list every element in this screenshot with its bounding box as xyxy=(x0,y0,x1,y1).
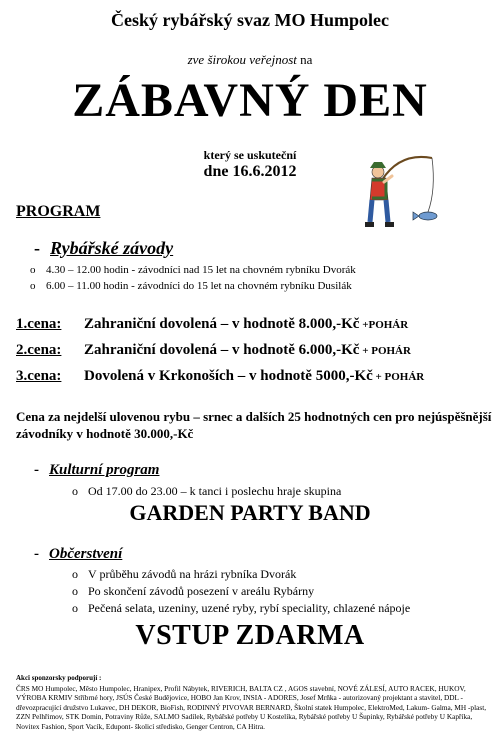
list-item xyxy=(30,264,356,276)
list-item xyxy=(72,567,296,582)
fishing-dash: - xyxy=(34,238,40,258)
list-item-text: Po skončení závodů posezení v areálu Rybárny xyxy=(88,584,315,598)
organizer-heading: Český rybářský svaz MO Humpolec xyxy=(111,10,389,30)
list-item xyxy=(72,484,341,499)
invite-rest: na xyxy=(296,52,313,67)
sponsors-heading: Akci sponzorsky podporují : xyxy=(16,674,102,682)
bullet-icon: o xyxy=(30,264,36,276)
prize-text: Zahraniční dovolená – v hodnotě 8.000,-Kč xyxy=(84,316,360,332)
prize-1 xyxy=(16,316,408,333)
event-when-label: který se uskuteční xyxy=(203,148,297,162)
free-entry-banner: VSTUP ZDARMA xyxy=(135,620,365,651)
culture-title: Kulturní program xyxy=(49,462,160,478)
list-item-text: Od 17.00 do 23.00 – k tanci i poslechu hraje skupina xyxy=(88,484,342,498)
bullet-icon: o xyxy=(30,280,36,292)
prize-2 xyxy=(16,342,411,359)
list-item-text: 4.30 – 12.00 hodin - závodníci nad 15 let na chovném rybníku Dvorák xyxy=(46,264,356,276)
prize-number: 1.cena: xyxy=(16,316,62,332)
food-title: Občerstvení xyxy=(49,546,123,562)
list-item-text: Pečená selata, uzeniny, uzené ryby, rybí speciality, chlazené nápoje xyxy=(88,601,411,615)
list-item-text: 6.00 – 11.00 hodin - závodníci do 15 let na chovném rybníku Dusilák xyxy=(46,280,352,292)
list-item xyxy=(30,280,352,292)
culture-section-heading xyxy=(34,462,159,479)
event-date: dne 16.6.2012 xyxy=(203,163,297,180)
food-dash: - xyxy=(34,546,39,562)
program-heading: PROGRAM xyxy=(16,203,101,220)
list-item-text: V průběhu závodů na hrázi rybníka Dvorák xyxy=(88,567,297,581)
prize-extra: + POHÁR xyxy=(359,345,411,357)
event-title: ZÁBAVNÝ DEN xyxy=(72,74,428,127)
bullet-icon: o xyxy=(72,584,78,598)
sponsors-list: ČRS MO Humpolec, Město Humpolec, Hranipex, Profil Nábytek, RIVERICH, BALTA CZ , AGOS stavební, NOVÉ ZÁLESÍ, AUTO RACEK, HUKOV, VÝROBA KRMIV Stříbrné hory, JSÚS České Budějovice, HOBO Jan Krov, INSIA - ADORES, Josef Mrňka - autorizovaný projektant a stavitel, DDL - dřevozpracující družstvo Lukavec, DH DEKOR, BioFish, RODINNÝ PIVOVAR BERNARD, Školní statek Humpolec, ElektroMed, Lakum- Galma, MH -plast, ZZN Pelhřimov, STK Domin, Potraviny Růže, SALMO Sadílek, Rybářské potřeby U Kostelíka, Rybářské potřeby U Šupinky, Rybářské potřeby U Kapříka, Novitex Fashion, Sport Vacík, Edupont- školicí středisko, Genger Centron, CA Hitra. xyxy=(16,684,487,731)
prize-extra: +POHÁR xyxy=(359,319,409,331)
food-section-heading xyxy=(34,546,122,563)
prize-number: 2.cena: xyxy=(16,342,62,358)
culture-dash: - xyxy=(34,462,39,478)
prize-number: 3.cena: xyxy=(16,368,62,384)
band-name: GARDEN PARTY BAND xyxy=(129,500,371,525)
invite-italic: zve širokou veřejnost xyxy=(187,52,297,67)
prize-text: Dovolená v Krkonoších – v hodnotě 5000,-Kč xyxy=(84,368,373,384)
prize-extra: + POHÁR xyxy=(372,371,425,383)
prize-text: Zahraniční dovolená – v hodnotě 6.000,-Kč xyxy=(84,342,360,358)
fishing-title: Rybářské závody xyxy=(50,238,174,258)
longest-fish-prize-text: Cena za nejdelší ulovenou rybu – srnec a dalších 25 hodnotných cen pro nejúspěšnější závodníky v hodnotě 30.000,-Kč xyxy=(16,409,492,441)
list-item xyxy=(72,584,314,599)
bullet-icon: o xyxy=(72,601,78,615)
bullet-icon: o xyxy=(72,567,78,581)
bullet-icon: o xyxy=(72,484,78,498)
prize-3 xyxy=(16,368,424,385)
fishing-section-heading xyxy=(34,238,173,259)
fisherman-clipart xyxy=(360,150,442,235)
list-item xyxy=(72,601,410,616)
